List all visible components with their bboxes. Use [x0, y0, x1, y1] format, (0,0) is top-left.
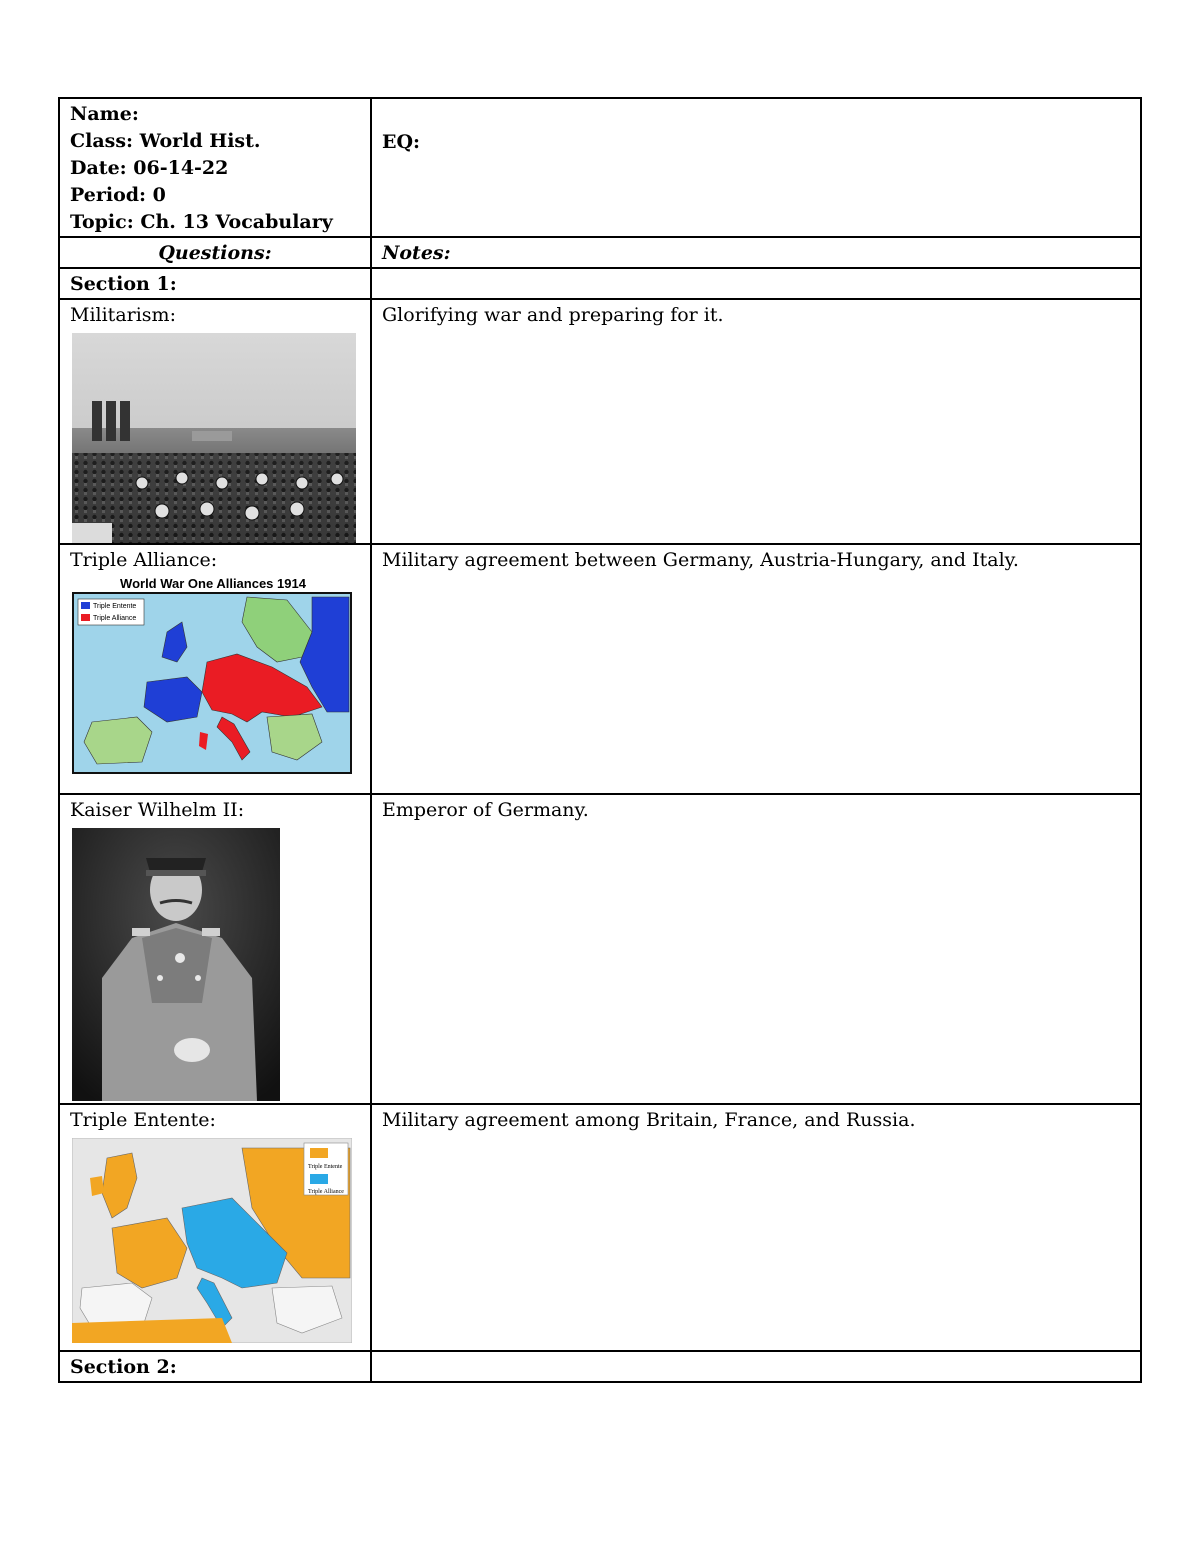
section-row [59, 1351, 1141, 1382]
section-1-label: Section 1: [59, 268, 371, 299]
triple-alliance-map-figure [72, 576, 354, 782]
map-title: World War One Alliances 1914 [120, 576, 306, 591]
term-cell [59, 1104, 371, 1351]
column-header-row [59, 237, 1141, 268]
term-row-triple-entente [59, 1104, 1141, 1351]
name-label: Name: [70, 103, 139, 125]
term-cell [59, 299, 371, 544]
term-row-kaiser-wilhelm [59, 794, 1141, 1104]
section-2-notes [371, 1351, 1141, 1382]
legend-entente: Triple Entente [93, 603, 137, 610]
eq-cell [371, 98, 1141, 237]
legend-alliance: Triple Alliance [93, 615, 137, 622]
notes-table [58, 97, 1142, 1383]
date-line: Date: 06-14-22 [70, 157, 229, 179]
legend-alliance: Triple Alliance [308, 1189, 344, 1195]
section-row [59, 268, 1141, 299]
header-row [59, 98, 1141, 237]
questions-header: Questions: [59, 237, 371, 268]
section-1-notes [371, 268, 1141, 299]
term-label: Kaiser Wilhelm II: [70, 799, 245, 821]
topic-line: Topic: Ch. 13 Vocabulary [70, 211, 333, 233]
triple-alliance-map [72, 592, 352, 774]
notes-header: Notes: [371, 237, 1141, 268]
kaiser-wilhelm-portrait [72, 828, 280, 1101]
term-row-triple-alliance [59, 544, 1141, 794]
period-line: Period: 0 [70, 184, 166, 206]
section-2-label: Section 2: [59, 1351, 371, 1382]
note-cell: Military agreement between Germany, Austria-Hungary, and Italy. [371, 544, 1141, 794]
term-label: Triple Alliance: [70, 549, 218, 571]
note-cell: Glorifying war and preparing for it. [371, 299, 1141, 544]
term-label: Militarism: [70, 304, 176, 326]
triple-entente-map [72, 1138, 352, 1343]
note-cell: Emperor of Germany. [371, 794, 1141, 1104]
term-cell [59, 794, 371, 1104]
student-info-cell [59, 98, 371, 237]
legend-entente: Triple Entente [308, 1164, 343, 1170]
class-line: Class: World Hist. [70, 130, 261, 152]
term-row-militarism [59, 299, 1141, 544]
eq-label: EQ: [382, 131, 421, 153]
term-label: Triple Entente: [70, 1109, 216, 1131]
militarism-rally-photo [72, 333, 356, 543]
term-cell [59, 544, 371, 794]
note-cell: Military agreement among Britain, France, and Russia. [371, 1104, 1141, 1351]
